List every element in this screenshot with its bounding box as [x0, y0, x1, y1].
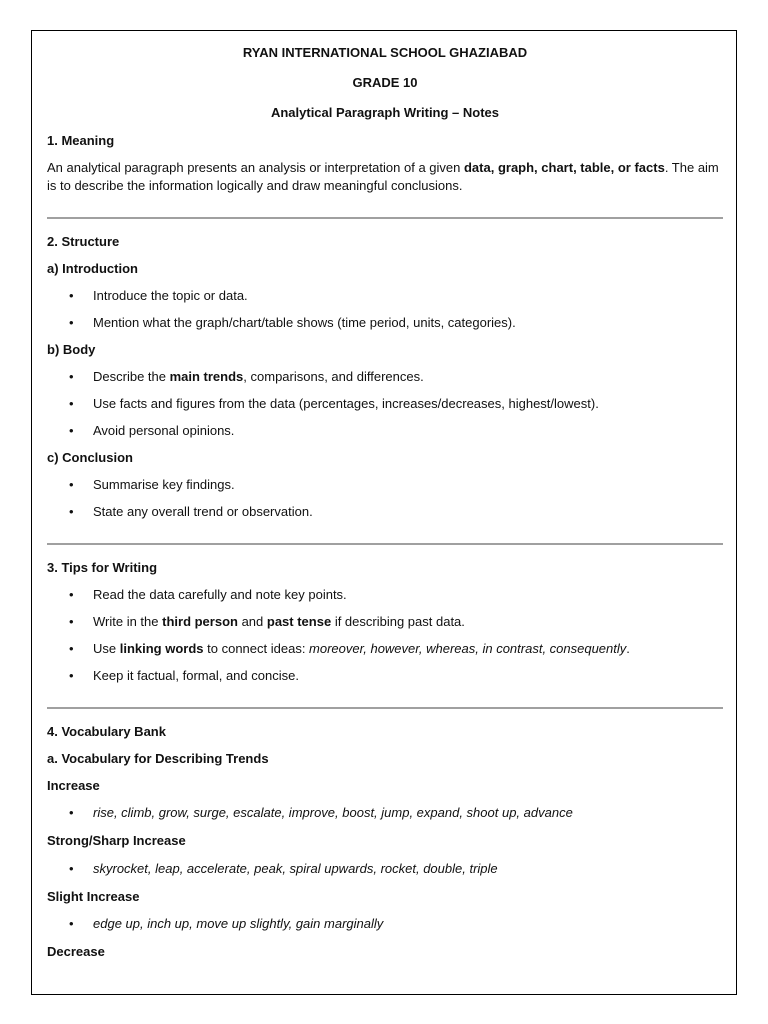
conclusion-heading: c) Conclusion — [47, 450, 133, 465]
school-name: RYAN INTERNATIONAL SCHOOL GHAZIABAD — [242, 45, 528, 60]
section-divider — [47, 543, 723, 545]
decrease-label: Decrease — [47, 944, 105, 959]
list-item: • Use facts and figures from the data (percentages, increases/decreases, highest/lowest). — [47, 395, 723, 413]
section-divider — [47, 217, 723, 219]
list-item: • skyrocket, leap, accelerate, peak, spiral upwards, rocket, double, triple — [47, 860, 723, 878]
list-item: • rise, climb, grow, surge, escalate, improve, boost, jump, expand, shoot up, advance — [47, 804, 723, 822]
strong-increase-label: Strong/Sharp Increase — [47, 833, 186, 848]
structure-heading: 2. Structure — [47, 234, 120, 249]
introduction-list — [47, 287, 723, 332]
meaning-heading: 1. Meaning — [47, 133, 115, 148]
meaning-bold-terms: data, graph, chart, table, or facts — [463, 160, 665, 175]
list-item: • Mention what the graph/chart/table shows (time period, units, categories). — [47, 314, 723, 332]
body-heading: b) Body — [47, 342, 96, 357]
list-item: • Summarise key findings. — [47, 476, 723, 494]
increase-label: Increase — [47, 778, 100, 793]
grade-label: GRADE 10 — [352, 75, 418, 90]
list-item: • Introduce the topic or data. — [47, 287, 723, 305]
conclusion-list — [47, 476, 723, 521]
tips-list — [47, 586, 723, 685]
slight-increase-label: Slight Increase — [47, 889, 140, 904]
list-item: • State any overall trend or observation. — [47, 503, 723, 521]
slight-increase-list — [47, 915, 723, 933]
list-item: • Keep it factual, formal, and concise. — [47, 667, 723, 685]
list-item: • Use linking words to connect ideas: moreover, however, whereas, in contrast, consequently. — [47, 640, 723, 658]
list-item: • edge up, inch up, move up slightly, gain marginally — [47, 915, 723, 933]
increase-list — [47, 804, 723, 822]
meaning-paragraph: An analytical paragraph presents an analysis or interpretation of a given data, graph, chart, table, or facts. The aim is to describe the information logically and draw meaningful conclusions. — [47, 160, 719, 193]
list-item: • Avoid personal opinions. — [47, 422, 723, 440]
list-item: • Write in the third person and past tense if describing past data. — [47, 613, 723, 631]
list-item: • Describe the main trends, comparisons, and differences. — [47, 368, 723, 386]
list-item: • Read the data carefully and note key points. — [47, 586, 723, 604]
section-divider — [47, 707, 723, 709]
strong-increase-list — [47, 860, 723, 878]
document-content — [47, 41, 723, 961]
introduction-heading: a) Introduction — [47, 261, 138, 276]
tips-heading: 3. Tips for Writing — [47, 560, 158, 575]
document-title: Analytical Paragraph Writing – Notes — [270, 105, 500, 120]
trends-subheading: a. Vocabulary for Describing Trends — [47, 751, 269, 766]
body-list — [47, 368, 723, 440]
vocabulary-heading: 4. Vocabulary Bank — [47, 724, 166, 739]
